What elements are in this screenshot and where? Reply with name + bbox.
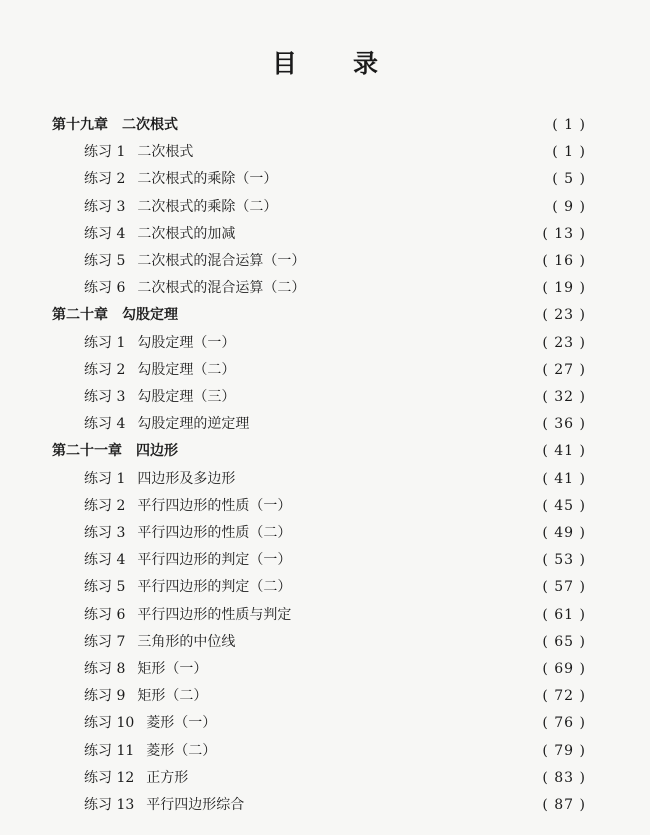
dot-leader bbox=[213, 685, 536, 707]
dot-leader bbox=[241, 359, 536, 381]
dot-leader bbox=[222, 712, 536, 734]
entry-number: 练习 13 bbox=[84, 797, 135, 813]
entry-number: 第二十一章 bbox=[52, 443, 122, 460]
entry-label bbox=[52, 304, 178, 326]
dot-leader bbox=[297, 576, 536, 598]
entry-title: 平行四边形的判定（一） bbox=[137, 552, 292, 569]
page-number: ( 1 ) bbox=[552, 117, 586, 133]
page-number: ( 41 ) bbox=[542, 470, 586, 487]
entry-number: 练习 3 bbox=[84, 389, 126, 405]
exercise-entry bbox=[84, 658, 586, 680]
page-number: ( 5 ) bbox=[552, 171, 586, 188]
exercise-entry bbox=[84, 685, 586, 707]
page-title bbox=[0, 44, 650, 80]
dot-leader bbox=[297, 522, 536, 544]
entry-label bbox=[84, 685, 207, 707]
entry-label bbox=[84, 794, 244, 816]
entry-number: 练习 7 bbox=[84, 633, 126, 650]
exercise-entry bbox=[84, 522, 586, 544]
entry-title: 矩形（一） bbox=[137, 661, 208, 677]
exercise-entry bbox=[84, 250, 586, 272]
entry-number: 第十九章 bbox=[52, 117, 108, 133]
entry-number: 练习 5 bbox=[84, 579, 126, 596]
page-number: ( 1 ) bbox=[552, 144, 586, 161]
page-number: ( 23 ) bbox=[542, 307, 586, 324]
page-number: ( 13 ) bbox=[542, 225, 586, 242]
entry-number: 练习 3 bbox=[84, 198, 126, 215]
entry-title: 勾股定理 bbox=[122, 307, 178, 324]
entry-number: 练习 2 bbox=[84, 361, 126, 378]
entry-number: 练习 5 bbox=[84, 253, 126, 269]
entry-title: 四边形及多边形 bbox=[137, 470, 236, 487]
entry-label bbox=[84, 468, 235, 490]
dot-leader bbox=[283, 168, 546, 190]
page-number: ( 53 ) bbox=[542, 552, 586, 569]
entry-title: 三角形的中位线 bbox=[137, 633, 236, 650]
entry-number: 练习 6 bbox=[84, 606, 126, 623]
exercise-entry bbox=[84, 168, 586, 190]
entry-number: 练习 3 bbox=[84, 525, 126, 541]
entry-title: 二次根式的加减 bbox=[137, 225, 236, 242]
entry-title: 二次根式的混合运算（一） bbox=[137, 253, 306, 269]
entry-title: 平行四边形的判定（二） bbox=[137, 579, 292, 596]
page-number: ( 23 ) bbox=[542, 334, 586, 351]
entry-title: 四边形 bbox=[136, 443, 178, 460]
dot-leader bbox=[241, 468, 536, 490]
dot-leader bbox=[184, 304, 536, 326]
exercise-entry bbox=[84, 359, 586, 381]
entry-label bbox=[84, 359, 235, 381]
entry-label bbox=[84, 549, 291, 571]
entry-number: 练习 10 bbox=[84, 715, 135, 732]
dot-leader bbox=[241, 631, 536, 653]
entry-title: 二次根式 bbox=[122, 117, 178, 133]
dot-leader bbox=[297, 549, 536, 571]
entry-number: 练习 1 bbox=[84, 470, 126, 487]
dot-leader bbox=[311, 250, 536, 272]
entry-title: 二次根式的混合运算（二） bbox=[137, 280, 306, 297]
exercise-entry bbox=[84, 495, 586, 517]
entry-label bbox=[84, 141, 193, 163]
entry-label bbox=[84, 658, 207, 680]
entry-label bbox=[52, 440, 178, 462]
exercise-entry bbox=[84, 712, 586, 734]
entry-label bbox=[84, 413, 249, 435]
entry-title: 勾股定理（三） bbox=[137, 389, 236, 405]
exercise-entry bbox=[84, 631, 586, 653]
entry-title: 二次根式 bbox=[137, 144, 194, 161]
exercise-entry bbox=[84, 794, 586, 816]
dot-leader bbox=[297, 604, 536, 626]
dot-leader bbox=[199, 141, 546, 163]
dot-leader bbox=[255, 413, 536, 435]
exercise-entry bbox=[84, 576, 586, 598]
entry-number: 练习 1 bbox=[84, 334, 126, 351]
exercise-entry bbox=[84, 549, 586, 571]
entry-title: 正方形 bbox=[146, 769, 189, 786]
page-number: ( 69 ) bbox=[542, 661, 586, 677]
entry-number: 练习 1 bbox=[84, 144, 126, 161]
entry-title: 平行四边形的性质（二） bbox=[137, 525, 292, 541]
entry-number: 练习 4 bbox=[84, 416, 126, 433]
entry-label bbox=[84, 576, 291, 598]
entry-title: 平行四边形的性质（一） bbox=[137, 497, 292, 514]
page-number: ( 9 ) bbox=[552, 198, 586, 215]
entry-number: 第二十章 bbox=[52, 307, 108, 324]
entry-title: 菱形（一） bbox=[146, 715, 217, 732]
page-number: ( 36 ) bbox=[542, 416, 586, 433]
exercise-entry bbox=[84, 277, 586, 299]
entry-label bbox=[84, 386, 235, 408]
entry-label bbox=[84, 631, 235, 653]
entry-label bbox=[84, 604, 291, 626]
entry-label bbox=[84, 277, 305, 299]
page-number: ( 72 ) bbox=[542, 688, 586, 705]
entry-title: 勾股定理（二） bbox=[137, 361, 236, 378]
page-number: ( 57 ) bbox=[542, 579, 586, 596]
dot-leader bbox=[241, 386, 536, 408]
entry-number: 练习 9 bbox=[84, 688, 126, 705]
entry-title: 平行四边形的性质与判定 bbox=[137, 606, 292, 623]
dot-leader bbox=[283, 196, 546, 218]
title-char: 录 bbox=[353, 49, 379, 78]
page-number: ( 32 ) bbox=[542, 389, 586, 405]
entry-label bbox=[84, 712, 216, 734]
entry-title: 平行四边形综合 bbox=[146, 797, 245, 813]
exercise-entry bbox=[84, 740, 586, 762]
chapter-entry bbox=[52, 114, 586, 136]
entry-label bbox=[84, 196, 277, 218]
entry-title: 二次根式的乘除（二） bbox=[137, 198, 278, 215]
exercise-entry bbox=[84, 468, 586, 490]
exercise-entry bbox=[84, 386, 586, 408]
entry-label bbox=[84, 168, 277, 190]
entry-label bbox=[84, 767, 188, 789]
dot-leader bbox=[297, 495, 536, 517]
page-number: ( 65 ) bbox=[542, 633, 586, 650]
page-number: ( 41 ) bbox=[542, 443, 586, 460]
exercise-entry bbox=[84, 141, 586, 163]
page-number: ( 83 ) bbox=[542, 769, 586, 786]
dot-leader bbox=[250, 794, 536, 816]
entry-number: 练习 4 bbox=[84, 552, 126, 569]
entry-title: 菱形（二） bbox=[146, 742, 217, 759]
entry-label bbox=[84, 332, 235, 354]
entry-number: 练习 8 bbox=[84, 661, 126, 677]
page-number: ( 19 ) bbox=[542, 280, 586, 297]
page-number: ( 45 ) bbox=[542, 497, 586, 514]
exercise-entry bbox=[84, 767, 586, 789]
page-number: ( 61 ) bbox=[542, 606, 586, 623]
page-number: ( 16 ) bbox=[542, 253, 586, 269]
dot-leader bbox=[213, 658, 536, 680]
dot-leader bbox=[241, 223, 536, 245]
entry-number: 练习 6 bbox=[84, 280, 126, 297]
dot-leader bbox=[241, 332, 536, 354]
entry-label bbox=[52, 114, 178, 136]
exercise-entry bbox=[84, 604, 586, 626]
page-number: ( 76 ) bbox=[542, 715, 586, 732]
entry-number: 练习 2 bbox=[84, 171, 126, 188]
entry-title: 二次根式的乘除（一） bbox=[137, 171, 278, 188]
page-number: ( 27 ) bbox=[542, 361, 586, 378]
exercise-entry bbox=[84, 413, 586, 435]
entry-title: 勾股定理（一） bbox=[137, 334, 236, 351]
dot-leader bbox=[184, 114, 546, 136]
entry-label bbox=[84, 495, 291, 517]
entry-label bbox=[84, 223, 235, 245]
entry-label bbox=[84, 522, 291, 544]
entry-title: 勾股定理的逆定理 bbox=[137, 416, 250, 433]
exercise-entry bbox=[84, 223, 586, 245]
title-char: 目 bbox=[271, 49, 297, 78]
entry-number: 练习 4 bbox=[84, 225, 126, 242]
page-number: ( 79 ) bbox=[542, 742, 586, 759]
page-number: ( 87 ) bbox=[542, 797, 586, 813]
chapter-entry bbox=[52, 304, 586, 326]
chapter-entry bbox=[52, 440, 586, 462]
entry-number: 练习 12 bbox=[84, 769, 135, 786]
exercise-entry bbox=[84, 196, 586, 218]
entry-number: 练习 2 bbox=[84, 497, 126, 514]
dot-leader bbox=[194, 767, 536, 789]
dot-leader bbox=[311, 277, 536, 299]
entry-title: 矩形（二） bbox=[137, 688, 208, 705]
dot-leader bbox=[222, 740, 536, 762]
exercise-entry bbox=[84, 332, 586, 354]
dot-leader bbox=[184, 440, 536, 462]
entry-label bbox=[84, 250, 305, 272]
page-number: ( 49 ) bbox=[542, 525, 586, 541]
entry-label bbox=[84, 740, 216, 762]
entry-number: 练习 11 bbox=[84, 742, 135, 759]
